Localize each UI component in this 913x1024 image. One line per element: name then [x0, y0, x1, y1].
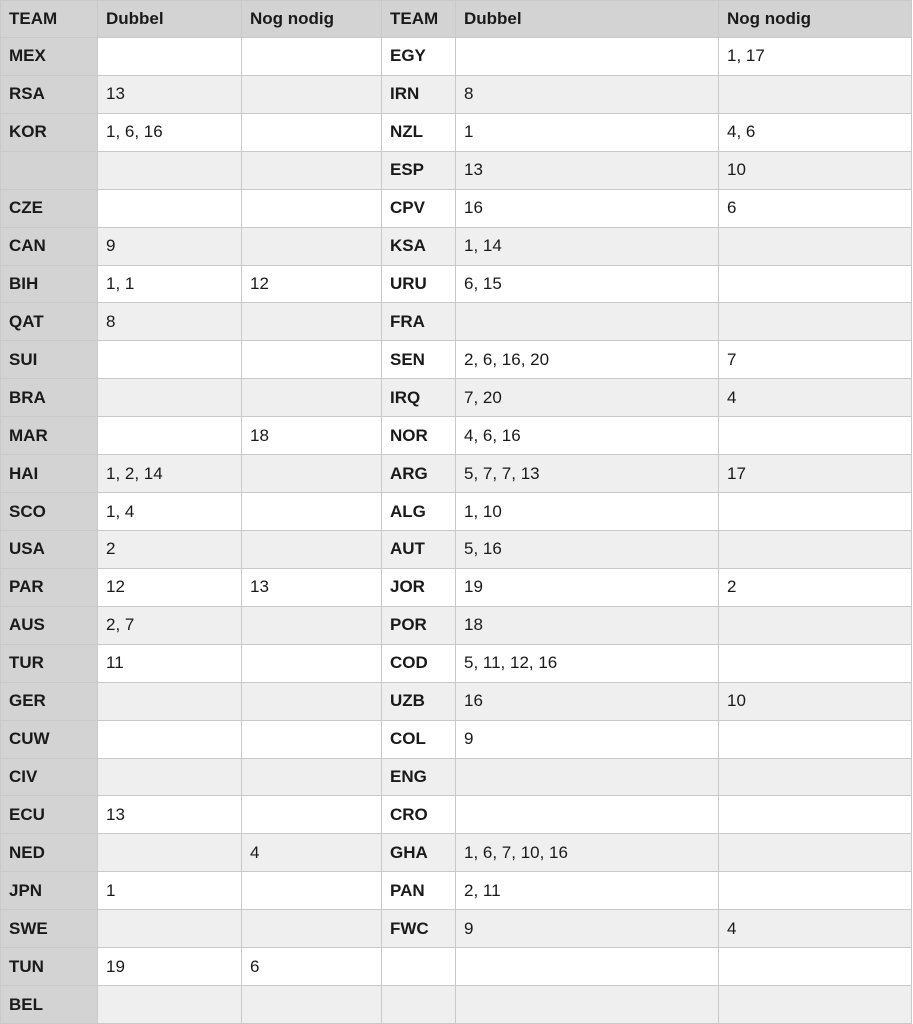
team-cell-2[interactable]: NZL	[382, 113, 456, 151]
team-cell-2[interactable]	[382, 948, 456, 986]
dubbel-cell-2[interactable]: 13	[456, 151, 719, 189]
nog-nodig-cell[interactable]	[242, 151, 382, 189]
table-row	[1, 417, 912, 455]
dubbel-cell[interactable]: 1, 2, 14	[98, 455, 242, 493]
nog-nodig-cell-2[interactable]	[719, 265, 912, 303]
table-row	[1, 341, 912, 379]
dubbel-cell[interactable]: 13	[98, 75, 242, 113]
nog-nodig-cell[interactable]	[242, 720, 382, 758]
table-row	[1, 986, 912, 1024]
dubbel-cell-2[interactable]	[456, 948, 719, 986]
team-cell[interactable]: SWE	[1, 910, 98, 948]
header-nog-nodig-2: Nog nodig	[719, 1, 912, 38]
table-row	[1, 493, 912, 531]
nog-nodig-cell-2[interactable]	[719, 872, 912, 910]
team-cell-2[interactable]: KSA	[382, 227, 456, 265]
team-cell-2[interactable]: ARG	[382, 455, 456, 493]
table-row	[1, 303, 912, 341]
header-row	[1, 1, 912, 38]
dubbel-cell[interactable]: 1	[98, 872, 242, 910]
nog-nodig-cell-2[interactable]: 1, 17	[719, 38, 912, 76]
header-team-2: TEAM	[382, 1, 456, 38]
team-cell-2[interactable]: AUT	[382, 530, 456, 568]
nog-nodig-cell-2[interactable]: 4	[719, 379, 912, 417]
nog-nodig-cell-2[interactable]	[719, 720, 912, 758]
dubbel-cell[interactable]: 2	[98, 530, 242, 568]
team-cell[interactable]: ECU	[1, 796, 98, 834]
table-row	[1, 113, 912, 151]
dubbel-cell-2[interactable]: 5, 7, 7, 13	[456, 455, 719, 493]
team-cell[interactable]: KOR	[1, 113, 98, 151]
team-cell-2[interactable]: ESP	[382, 151, 456, 189]
table-row	[1, 265, 912, 303]
table-row	[1, 834, 912, 872]
dubbel-cell[interactable]: 12	[98, 568, 242, 606]
dubbel-cell-2[interactable]: 19	[456, 568, 719, 606]
table-row	[1, 720, 912, 758]
team-cell[interactable]: BEL	[1, 986, 98, 1024]
table-row	[1, 75, 912, 113]
dubbel-cell-2[interactable]: 5, 16	[456, 530, 719, 568]
dubbel-cell-2[interactable]: 2, 11	[456, 872, 719, 910]
dubbel-cell[interactable]	[98, 341, 242, 379]
team-cell[interactable]: CIV	[1, 758, 98, 796]
nog-nodig-cell-2[interactable]	[719, 644, 912, 682]
dubbel-cell[interactable]: 9	[98, 227, 242, 265]
nog-nodig-cell-2[interactable]	[719, 986, 912, 1024]
nog-nodig-cell[interactable]: 6	[242, 948, 382, 986]
table-row	[1, 796, 912, 834]
dubbel-cell[interactable]: 2, 7	[98, 606, 242, 644]
team-cell-2[interactable]: COL	[382, 720, 456, 758]
dubbel-cell-2[interactable]	[456, 38, 719, 76]
table-row	[1, 910, 912, 948]
team-cell-2[interactable]: SEN	[382, 341, 456, 379]
dubbel-cell-2[interactable]: 4, 6, 16	[456, 417, 719, 455]
table-row	[1, 948, 912, 986]
dubbel-cell[interactable]	[98, 834, 242, 872]
nog-nodig-cell-2[interactable]	[719, 303, 912, 341]
dubbel-cell-2[interactable]: 5, 11, 12, 16	[456, 644, 719, 682]
nog-nodig-cell-2[interactable]: 4	[719, 910, 912, 948]
table-row	[1, 151, 912, 189]
header-team: TEAM	[1, 1, 98, 38]
dubbel-cell-2[interactable]: 8	[456, 75, 719, 113]
team-cell-2[interactable]: JOR	[382, 568, 456, 606]
header-dubbel-2: Dubbel	[456, 1, 719, 38]
team-cell[interactable]	[1, 151, 98, 189]
dubbel-cell[interactable]	[98, 417, 242, 455]
nog-nodig-cell-2[interactable]: 2	[719, 568, 912, 606]
nog-nodig-cell-2[interactable]	[719, 417, 912, 455]
nog-nodig-cell[interactable]	[242, 758, 382, 796]
team-cell[interactable]: QAT	[1, 303, 98, 341]
nog-nodig-cell[interactable]	[242, 455, 382, 493]
table-row	[1, 227, 912, 265]
team-cell[interactable]: CUW	[1, 720, 98, 758]
table-row	[1, 682, 912, 720]
team-cell-2[interactable]: EGY	[382, 38, 456, 76]
nog-nodig-cell-2[interactable]: 4, 6	[719, 113, 912, 151]
table-row	[1, 644, 912, 682]
nog-nodig-cell[interactable]	[242, 986, 382, 1024]
dubbel-cell[interactable]	[98, 758, 242, 796]
dubbel-cell[interactable]	[98, 720, 242, 758]
team-cell-2[interactable]: ALG	[382, 493, 456, 531]
team-cell-2[interactable]: COD	[382, 644, 456, 682]
table-row	[1, 568, 912, 606]
nog-nodig-cell-2[interactable]: 17	[719, 455, 912, 493]
nog-nodig-cell[interactable]	[242, 644, 382, 682]
team-cell[interactable]: USA	[1, 530, 98, 568]
nog-nodig-cell[interactable]	[242, 796, 382, 834]
team-cell-2[interactable]: CPV	[382, 189, 456, 227]
dubbel-cell-2[interactable]: 9	[456, 910, 719, 948]
dubbel-cell-2[interactable]: 2, 6, 16, 20	[456, 341, 719, 379]
dubbel-cell[interactable]: 13	[98, 796, 242, 834]
team-cell[interactable]: HAI	[1, 455, 98, 493]
team-cell-2[interactable]: CRO	[382, 796, 456, 834]
team-cell-2[interactable]: IRN	[382, 75, 456, 113]
nog-nodig-cell-2[interactable]	[719, 75, 912, 113]
team-cell[interactable]: TUR	[1, 644, 98, 682]
table-row	[1, 189, 912, 227]
nog-nodig-cell[interactable]	[242, 682, 382, 720]
nog-nodig-cell-2[interactable]: 10	[719, 151, 912, 189]
team-cell[interactable]: CZE	[1, 189, 98, 227]
table-row	[1, 758, 912, 796]
nog-nodig-cell[interactable]: 13	[242, 568, 382, 606]
dubbel-cell-2[interactable]	[456, 986, 719, 1024]
team-cell[interactable]: PAR	[1, 568, 98, 606]
team-cell[interactable]: MAR	[1, 417, 98, 455]
nog-nodig-cell[interactable]	[242, 341, 382, 379]
dubbel-cell-2[interactable]: 16	[456, 682, 719, 720]
team-cell-2[interactable]: GHA	[382, 834, 456, 872]
dubbel-cell[interactable]	[98, 682, 242, 720]
dubbel-cell[interactable]	[98, 151, 242, 189]
team-cell-2[interactable]: PAN	[382, 872, 456, 910]
nog-nodig-cell[interactable]	[242, 38, 382, 76]
table-row	[1, 530, 912, 568]
dubbel-cell-2[interactable]	[456, 796, 719, 834]
nog-nodig-cell-2[interactable]	[719, 493, 912, 531]
nog-nodig-cell-2[interactable]	[719, 530, 912, 568]
nog-nodig-cell[interactable]: 4	[242, 834, 382, 872]
dubbel-cell[interactable]	[98, 379, 242, 417]
team-cell[interactable]: JPN	[1, 872, 98, 910]
dubbel-cell-2[interactable]: 18	[456, 606, 719, 644]
nog-nodig-cell[interactable]	[242, 189, 382, 227]
nog-nodig-cell[interactable]: 12	[242, 265, 382, 303]
dubbel-cell[interactable]: 8	[98, 303, 242, 341]
team-cell[interactable]: MEX	[1, 38, 98, 76]
dubbel-cell-2[interactable]: 1	[456, 113, 719, 151]
team-cell-2[interactable]: NOR	[382, 417, 456, 455]
team-cell[interactable]: CAN	[1, 227, 98, 265]
nog-nodig-cell[interactable]	[242, 113, 382, 151]
nog-nodig-cell[interactable]	[242, 606, 382, 644]
nog-nodig-cell-2[interactable]	[719, 834, 912, 872]
dubbel-cell-2[interactable]: 6, 15	[456, 265, 719, 303]
team-cell[interactable]: TUN	[1, 948, 98, 986]
dubbel-cell-2[interactable]: 9	[456, 720, 719, 758]
team-cell[interactable]: AUS	[1, 606, 98, 644]
team-cell-2[interactable]: ENG	[382, 758, 456, 796]
team-cell[interactable]: GER	[1, 682, 98, 720]
table-row	[1, 38, 912, 76]
nog-nodig-cell[interactable]	[242, 379, 382, 417]
dubbel-cell[interactable]: 1, 6, 16	[98, 113, 242, 151]
nog-nodig-cell-2[interactable]: 7	[719, 341, 912, 379]
nog-nodig-cell[interactable]: 18	[242, 417, 382, 455]
team-cell-2[interactable]: IRQ	[382, 379, 456, 417]
team-cell[interactable]: NED	[1, 834, 98, 872]
dubbel-cell-2[interactable]	[456, 758, 719, 796]
dubbel-cell[interactable]	[98, 986, 242, 1024]
dubbel-cell-2[interactable]	[456, 303, 719, 341]
nog-nodig-cell-2[interactable]	[719, 948, 912, 986]
team-cell[interactable]: BIH	[1, 265, 98, 303]
nog-nodig-cell-2[interactable]	[719, 606, 912, 644]
nog-nodig-cell-2[interactable]	[719, 758, 912, 796]
team-cell[interactable]: SCO	[1, 493, 98, 531]
nog-nodig-cell[interactable]	[242, 910, 382, 948]
table-row	[1, 872, 912, 910]
dubbel-cell[interactable]	[98, 38, 242, 76]
nog-nodig-cell[interactable]	[242, 75, 382, 113]
dubbel-cell-2[interactable]: 1, 10	[456, 493, 719, 531]
team-cell-2[interactable]: POR	[382, 606, 456, 644]
header-nog-nodig: Nog nodig	[242, 1, 382, 38]
nog-nodig-cell[interactable]	[242, 303, 382, 341]
dubbel-cell[interactable]: 11	[98, 644, 242, 682]
dubbel-cell-2[interactable]: 7, 20	[456, 379, 719, 417]
team-cell-2[interactable]: UZB	[382, 682, 456, 720]
team-cell[interactable]: BRA	[1, 379, 98, 417]
dubbel-cell[interactable]: 19	[98, 948, 242, 986]
team-cell-2[interactable]	[382, 986, 456, 1024]
dubbel-cell-2[interactable]: 1, 6, 7, 10, 16	[456, 834, 719, 872]
dubbel-cell[interactable]	[98, 910, 242, 948]
nog-nodig-cell-2[interactable]: 6	[719, 189, 912, 227]
nog-nodig-cell[interactable]	[242, 493, 382, 531]
dubbel-cell[interactable]: 1, 1	[98, 265, 242, 303]
dubbel-cell[interactable]: 1, 4	[98, 493, 242, 531]
table-body	[1, 38, 912, 1024]
team-cell-2[interactable]: FRA	[382, 303, 456, 341]
table-row	[1, 455, 912, 493]
table-row	[1, 379, 912, 417]
nog-nodig-cell[interactable]	[242, 530, 382, 568]
team-cell-2[interactable]: FWC	[382, 910, 456, 948]
dubbel-cell-2[interactable]: 16	[456, 189, 719, 227]
header-dubbel: Dubbel	[98, 1, 242, 38]
team-cell[interactable]: RSA	[1, 75, 98, 113]
team-cell-2[interactable]: URU	[382, 265, 456, 303]
table-row	[1, 606, 912, 644]
nog-nodig-cell[interactable]	[242, 872, 382, 910]
dubbel-cell-2[interactable]: 1, 14	[456, 227, 719, 265]
nog-nodig-cell[interactable]	[242, 227, 382, 265]
dubbel-cell[interactable]	[98, 189, 242, 227]
nog-nodig-cell-2[interactable]	[719, 227, 912, 265]
nog-nodig-cell-2[interactable]: 10	[719, 682, 912, 720]
nog-nodig-cell-2[interactable]	[719, 796, 912, 834]
team-cell[interactable]: SUI	[1, 341, 98, 379]
